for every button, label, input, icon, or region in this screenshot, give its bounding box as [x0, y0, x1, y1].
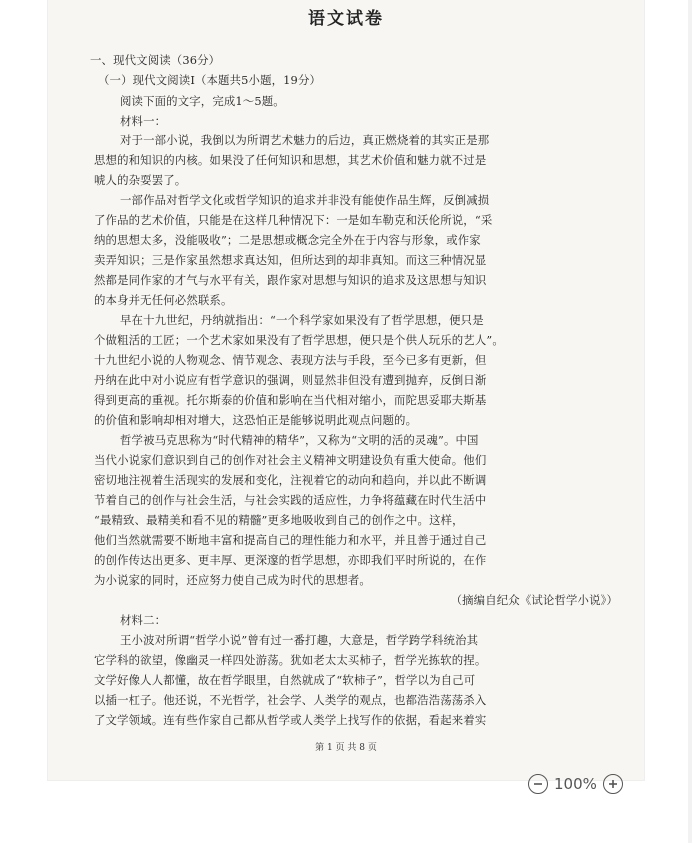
- text-line: 节着自己的创作与社会生活，与社会实践的适应性，力争将蕴藏在时代生活中: [94, 493, 487, 507]
- document-page: [48, 0, 644, 780]
- plus-circle-icon: [607, 778, 619, 790]
- text-line: 卖弄知识；三是作家虽然想求真达知，但所达到的却非真知。而这三种情况显: [94, 253, 487, 267]
- vertical-scrollbar[interactable]: [688, 0, 692, 843]
- section-heading: 一、现代文阅读（36分）: [90, 53, 221, 67]
- zoom-out-button[interactable]: [528, 774, 548, 794]
- text-line: 哲学被马克思称为“时代精神的精华”，又称为“文明的活的灵魂”。中国: [120, 433, 479, 447]
- subsection-heading: （一）现代文阅读Ⅰ（本题共5小题，19分）: [98, 73, 322, 87]
- page-footer: 第 1 页 共 8 页: [315, 743, 377, 753]
- text-line: 一部作品对哲学文化或哲学知识的追求并非没有能使作品生辉，反倒减损: [120, 193, 490, 207]
- source-citation: （摘编自纪众《试论哲学小说》）: [450, 593, 618, 607]
- text-line: 的创作传达出更多、更丰厚、更深邃的哲学思想，亦即我们平时所说的，在作: [94, 553, 487, 567]
- text-line: 为小说家的同时，还应努力使自己成为时代的思想者。: [94, 573, 371, 587]
- text-line: 十九世纪小说的人物观念、情节观念、表现方法与手段，至今已多有更新，但: [94, 353, 487, 367]
- minus-circle-icon: [532, 778, 544, 790]
- text-line: 早在十九世纪，丹纳就指出：“一个科学家如果没有了哲学思想，便只是: [120, 313, 484, 327]
- text-line: 了作品的艺术价值，只能是在这样几种情况下：一是如车勒克和沃伦所说，“采: [94, 213, 493, 227]
- text-line: 的本身并无任何必然联系。: [94, 293, 233, 307]
- material-label: 材料一：: [120, 114, 167, 128]
- zoom-in-button[interactable]: [603, 774, 623, 794]
- zoom-controls: [528, 771, 623, 797]
- text-line: 了文学领域。连有些作家自己都从哲学或人类学上找写作的依据，看起来着实: [94, 713, 487, 727]
- text-line: “最精致、最精美和看不见的精髓”更多地吸收到自己的创作之中。这样，: [94, 513, 464, 527]
- text-line: 然都是同作家的才气与水平有关，跟作家对思想与知识的追求及这思想与知识: [94, 273, 487, 287]
- zoom-level: 100%: [554, 775, 597, 793]
- page-title: 语文试卷: [308, 9, 384, 29]
- text-line: 得到更高的重视。托尔斯泰的价值和影响在当代相对缩小，而陀思妥耶夫斯基: [94, 393, 487, 407]
- text-line: 思想的和知识的内核。如果没了任何知识和思想，其艺术价值和魅力就不过是: [94, 153, 487, 167]
- material-label: 材料二：: [120, 613, 167, 627]
- text-line: 个做粗活的工匠；一个艺术家如果没有了哲学思想，便只是个供人玩乐的艺人”。: [94, 333, 504, 347]
- text-line: 丹纳在此中对小说应有哲学意识的强调，则显然非但没有遭到抛弃，反倒日渐: [94, 373, 487, 387]
- text-line: 当代小说家们意识到自己的创作对社会主义精神文明建设负有重大使命。他们: [94, 453, 487, 467]
- text-line: 纳的思想太多，没能吸收”；二是思想或概念完全外在于内容与形象，或作家: [94, 233, 481, 247]
- text-line: 王小波对所谓“哲学小说”曾有过一番打趣，大意是，哲学跨学科统治其: [120, 633, 479, 647]
- text-line: 文学好像人人都懂，故在哲学眼里，自然就成了“软柿子”，哲学以为自己可: [94, 673, 476, 687]
- text-line: 他们当然就需要不断地丰富和提高自己的理性能力和水平，并且善于通过自己: [94, 533, 487, 547]
- text-line: 密切地注视着生活现实的发展和变化，注视着它的动向和趋向，并以此不断调: [94, 473, 487, 487]
- text-line: 以插一杠子。他还说，不光哲学，社会学、人类学的观点，也都浩浩荡荡杀入: [94, 693, 487, 707]
- text-line: 它学科的欲望，像幽灵一样四处游荡。犹如老太太买柿子，哲学光拣软的捏。: [94, 653, 487, 667]
- text-line: 唬人的杂耍罢了。: [94, 173, 187, 187]
- text-line: 的价值和影响却相对增大，这恐怕正是能够说明此观点问题的。: [94, 413, 418, 427]
- instruction-line: 阅读下面的文字，完成1～5题。: [120, 94, 285, 108]
- text-line: 对于一部小说，我倒以为所谓艺术魅力的后边，真正燃烧着的其实正是那: [120, 133, 490, 147]
